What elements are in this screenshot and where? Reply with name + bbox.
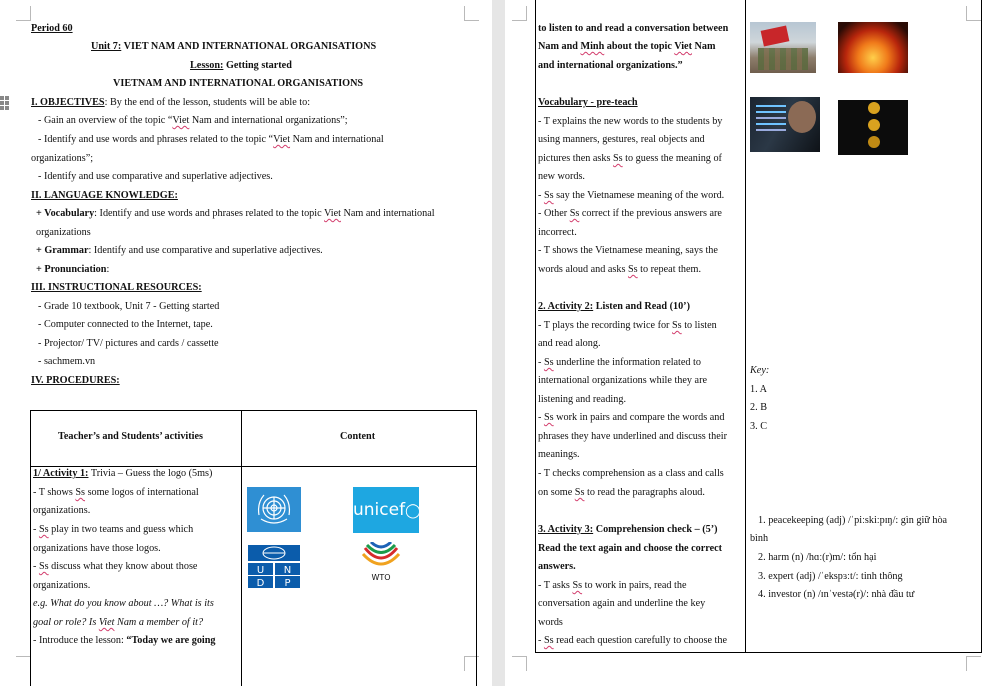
text: discuss what they know about those (48, 561, 198, 572)
text: - (33, 561, 39, 572)
crop-mark (966, 656, 981, 671)
key-label: Key: (750, 365, 770, 376)
code-lines (756, 105, 786, 107)
text: : Identify and use words and phrases related to the topic (94, 208, 324, 219)
text: Listen and Read (10’) (593, 301, 690, 312)
activity-line: e.g. What do you know about …? What is its (33, 598, 214, 609)
resource-item: - sachmem.vn (38, 356, 96, 367)
spelling-flag: Ss (612, 153, 623, 164)
activity-line (538, 486, 705, 499)
spelling-flag: Ss (569, 208, 580, 219)
label: 3. Activity 3: (538, 524, 594, 535)
text: Comprehension check – (5’) (593, 524, 718, 535)
objective-3: - Identify and use comparative and superlative adjectives. (38, 171, 273, 182)
text: work in pairs and compare the words and (553, 412, 725, 423)
spelling-flag: Ss (543, 357, 554, 368)
activity-line: organizations have those logos. (33, 543, 161, 554)
language-heading: II. LANGUAGE KNOWLEDGE: (31, 190, 178, 201)
fire-photo (838, 22, 908, 73)
spelling-flag: Ss (543, 190, 554, 201)
text: - Introduce the lesson: (33, 635, 127, 646)
activity-line: meanings. (538, 449, 580, 460)
spelling-flag: Ss (572, 580, 583, 591)
label: + Vocabulary (36, 208, 95, 219)
text: - (33, 524, 39, 535)
text: pictures then asks (538, 153, 613, 164)
activity-line (538, 189, 724, 202)
logo-text: unicef (353, 500, 406, 520)
activity-line: phrases they have underlined and discuss their (538, 431, 727, 442)
spelling-flag: Viet (98, 617, 115, 628)
text: to listen (681, 320, 717, 331)
text: read each question carefully to choose the (553, 635, 727, 646)
spelling-flag: Ss (38, 561, 49, 572)
activity-line: international organizations while they are (538, 375, 707, 386)
text: : Identify and use comparative and superlative adjectives. (88, 245, 323, 256)
wto-text: WTO (371, 573, 391, 582)
spelling-flag: Viet (324, 208, 341, 219)
text: Nam and international organizations”; (189, 115, 348, 126)
text: - (538, 635, 544, 646)
activity-line: using manners, gestures, real objects and (538, 134, 705, 145)
table-move-handle[interactable] (0, 96, 8, 110)
crop-mark (512, 656, 527, 671)
vocab-word: 2. harm (n) /hɑː(r)m/: tổn hại (758, 552, 877, 563)
text: - T plays the recording twice for (538, 320, 672, 331)
spelling-flag: Ss (543, 412, 554, 423)
lesson-name: Getting started (223, 60, 292, 71)
key-answer: 1. A (750, 384, 767, 395)
col-header-activities: Teacher’s and Students’ activities (58, 431, 203, 442)
unicef-logo (353, 487, 419, 533)
text: on some (538, 487, 575, 498)
resources-heading: III. INSTRUCTIONAL RESOURCES: (31, 282, 202, 293)
computer-expert-photo (750, 97, 820, 152)
coin-shape (868, 102, 880, 114)
undp-mark (248, 545, 300, 588)
un-logo (247, 487, 301, 532)
text: : (106, 264, 110, 275)
activity-line: incorrect. (538, 227, 577, 238)
text: say the Vietnamese meaning of the word. (553, 190, 725, 201)
activity-line: conversation again and underline the key (538, 598, 706, 609)
unit-label: Unit 7: (91, 41, 122, 52)
spelling-flag: Ss (38, 524, 49, 535)
activity-line: Read the text again and choose the correct (538, 543, 723, 554)
vocab-word: 1. peacekeeping (adj) /ˈpiːskiːpɪŋ/: gìn giữ hòa (758, 515, 948, 526)
unit-name: VIET NAM AND INTERNATIONAL ORGANISATIONS (121, 41, 377, 52)
person-shape (788, 101, 816, 133)
text: underline the information related to (553, 357, 701, 368)
crop-mark (512, 6, 527, 21)
intro-line (538, 40, 715, 53)
key-answer: 3. C (750, 421, 767, 432)
spelling-flag: Ss (75, 487, 86, 498)
text: - Other (538, 208, 570, 219)
crop-mark (464, 6, 479, 21)
activity-line: - T explains the new words to the students by (538, 116, 723, 127)
soldiers-shape (758, 48, 808, 70)
intro-line: to listen to and read a conversation between (538, 23, 729, 34)
spelling-flag: Ss (574, 487, 585, 498)
spelling-flag: Ss (627, 264, 638, 275)
text: - Identify and use words and phrases related to the topic “ (38, 134, 274, 145)
label: + Pronunciation (36, 264, 107, 275)
main-title: VIETNAM AND INTERNATIONAL ORGANISATIONS (113, 78, 364, 89)
text: to read the paragraphs aloud. (584, 487, 705, 498)
crop-mark (16, 6, 31, 21)
col-header-content: Content (340, 431, 376, 442)
vocab-word: 3. expert (adj) /ˈekspɜːt/: tinh thông (758, 571, 903, 582)
text: Nam and international (340, 208, 435, 219)
activity-line: words (538, 617, 563, 628)
activity-1-heading (33, 467, 212, 480)
text: - T asks (538, 580, 573, 591)
activity-line (538, 319, 717, 332)
objective-2-cont: organizations”; (31, 153, 94, 164)
objectives-heading: I. OBJECTIVES (31, 97, 105, 108)
activity-2-heading (538, 300, 690, 313)
period-label: Period 60 (31, 23, 73, 34)
activity-line (538, 152, 722, 165)
flag-shape (761, 25, 790, 46)
label: 1/ Activity 1: (33, 468, 89, 479)
text: some logos of international (85, 487, 199, 498)
vocabulary-heading: Vocabulary - pre-teach (538, 97, 638, 108)
activity-line (538, 634, 727, 647)
crop-mark (16, 656, 31, 671)
objectives-intro: : By the end of the lesson, students will be able to: (104, 97, 311, 108)
text: Nam and (538, 41, 581, 52)
activity-line: - T shows the Vietnamese meaning, says the (538, 245, 718, 256)
activity-line (33, 560, 197, 573)
vocab-word: 4. investor (n) /ɪnˈvestə(r)/: nhà đầu tư (758, 589, 915, 600)
resource-item: - Computer connected to the Internet, tape. (38, 319, 213, 330)
grammar-line (36, 244, 323, 257)
pronunciation-line (36, 263, 109, 276)
text: “Today we are going (126, 635, 216, 646)
text: Trivia – Guess the logo (5ms) (88, 468, 213, 479)
objective-1 (38, 114, 348, 127)
vocab-word-cont: bình (750, 533, 769, 544)
spelling-flag: Viet (172, 115, 190, 126)
text: correct if the previous answers are (579, 208, 722, 219)
text: - (538, 190, 544, 201)
spelling-flag: Ss (543, 635, 554, 646)
undp-letter: P (284, 578, 291, 588)
text: play in two teams and guess which (48, 524, 194, 535)
document-page-2 (505, 0, 998, 686)
objective-2 (38, 133, 384, 146)
spelling-flag: Ss (672, 320, 682, 331)
vocabulary-line (36, 207, 435, 220)
text: to guess the meaning of (622, 153, 722, 164)
objectives-line (31, 96, 310, 109)
spelling-flag: Minh (580, 41, 605, 52)
activity-line: answers. (538, 561, 576, 572)
activity-3-heading (538, 523, 718, 536)
text: about the topic (604, 41, 675, 52)
text: to repeat them. (637, 264, 701, 275)
spelling-flag: Viet (273, 134, 291, 145)
text: - (538, 412, 544, 423)
lesson-line (190, 59, 292, 72)
label: 2. Activity 2: (538, 301, 594, 312)
text: - (538, 357, 544, 368)
key-answer: 2. B (750, 402, 767, 413)
activity-line (538, 579, 686, 592)
activity-line: organizations. (33, 580, 91, 591)
activity-line (33, 523, 193, 536)
procedures-heading: IV. PROCEDURES: (31, 375, 120, 386)
text: goal or role? Is (33, 617, 99, 628)
peacekeepers-photo (750, 22, 816, 73)
activity-line: organizations. (33, 505, 91, 516)
undp-letter: N (283, 565, 292, 576)
vocabulary-cont: organizations (36, 227, 91, 238)
globe-icon: ◯ (405, 503, 421, 519)
label: + Grammar (36, 245, 89, 256)
resource-item: - Projector/ TV/ pictures and cards / cassette (38, 338, 219, 349)
activity-line (538, 411, 724, 424)
activity-line (538, 356, 701, 369)
activity-line (538, 263, 701, 276)
unit-title (91, 40, 376, 53)
spelling-flag: Viet (674, 41, 692, 52)
undp-letter: U (256, 565, 265, 576)
text: words aloud and asks (538, 264, 628, 275)
text: Nam and international (290, 134, 384, 145)
coins-photo (838, 100, 908, 155)
resource-item: - Grade 10 textbook, Unit 7 - Getting started (38, 301, 220, 312)
crop-mark (966, 6, 981, 21)
activity-line (33, 486, 199, 499)
undp-logo (248, 545, 300, 588)
activity-line: and read along. (538, 338, 601, 349)
activity-line: listening and reading. (538, 394, 626, 405)
activity-line: new words. (538, 171, 585, 182)
text: Nam a member of it? (114, 617, 204, 628)
text: Nam (691, 41, 716, 52)
activity-line (33, 634, 216, 647)
text: to work in pairs, read the (582, 580, 687, 591)
wto-logo (359, 542, 403, 586)
lesson-label: Lesson: (190, 60, 224, 71)
activity-line (538, 207, 722, 220)
text: - T shows (33, 487, 76, 498)
intro-line: and international organizations.” (538, 60, 683, 71)
undp-letter: D (256, 578, 265, 588)
text: - Gain an overview of the topic “ (38, 115, 173, 126)
activity-line (33, 616, 203, 629)
document-page-1 (0, 0, 492, 686)
activity-line: - T checks comprehension as a class and calls (538, 468, 724, 479)
